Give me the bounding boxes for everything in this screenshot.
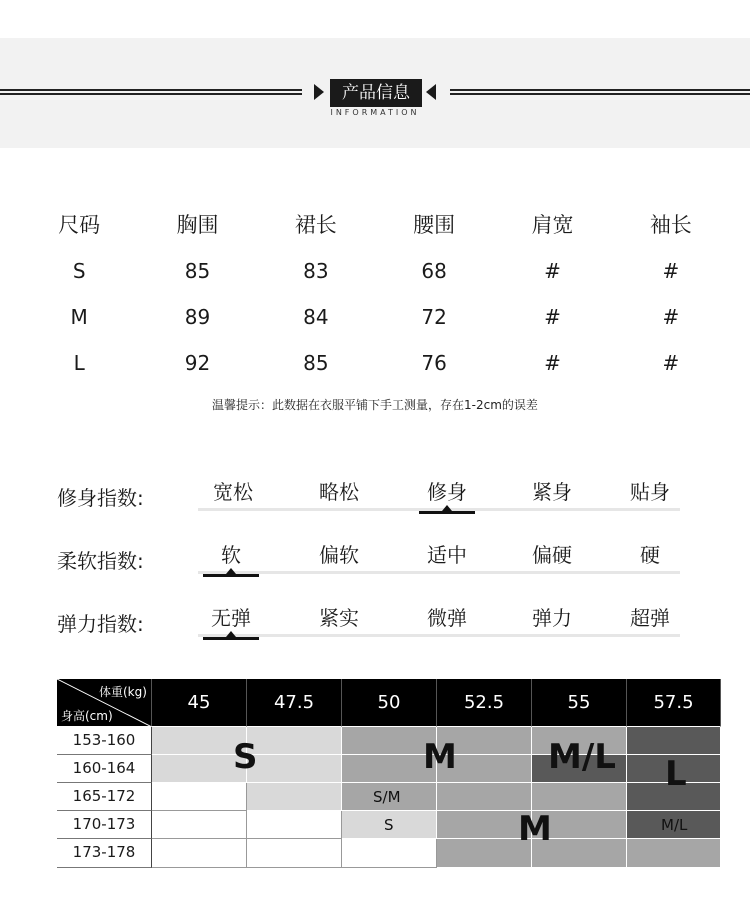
elasticity-index-label: 弹力指数: [57, 612, 144, 636]
size-cell [437, 783, 532, 811]
table-cell: M [70, 305, 88, 329]
fit-option: 贴身 [630, 480, 670, 504]
softness-index-row [0, 535, 750, 585]
table-cell: # [544, 259, 561, 283]
measurement-note: 温馨提示：此数据在衣服平铺下手工测量，存在1-2cm的误差 [212, 398, 538, 412]
weight-header: 55 [532, 679, 627, 727]
title-rule-left [0, 89, 302, 95]
weight-header: 47.5 [247, 679, 342, 727]
header-cell: 肩宽 [531, 213, 574, 237]
table-cell: # [544, 351, 561, 375]
table-cell: 72 [421, 305, 447, 329]
table-cell: # [662, 351, 680, 375]
elasticity-option-selected: 无弹 [191, 602, 271, 631]
elasticity-option: 紧实 [319, 606, 359, 630]
height-label: 165-172 [57, 783, 152, 811]
size-cell [152, 783, 247, 811]
size-cell [247, 811, 342, 839]
softness-option: 偏软 [319, 543, 359, 567]
section-title: 产品信息 [330, 79, 422, 107]
elasticity-index-row [0, 598, 750, 648]
size-cell [247, 839, 342, 868]
fit-option: 宽松 [213, 480, 253, 504]
height-label: 153-160 [57, 727, 152, 755]
size-label-m-lower: M [518, 809, 552, 849]
header-cell: 尺码 [58, 213, 101, 237]
size-cell [247, 783, 342, 811]
table-row [20, 248, 730, 294]
size-label-m: M [423, 737, 457, 777]
fit-index-row [0, 472, 750, 522]
size-cell [152, 811, 247, 839]
table-row [20, 340, 730, 386]
table-cell: 89 [184, 305, 211, 329]
fit-option: 略松 [319, 480, 359, 504]
softness-index-label: 柔软指数: [57, 549, 144, 573]
height-label: 160-164 [57, 755, 152, 783]
header-cell: 胸围 [176, 213, 219, 237]
softness-option: 偏硬 [532, 543, 572, 567]
height-axis-label: 身高(cm) [61, 709, 113, 723]
table-cell: 68 [421, 259, 447, 283]
weight-header: 50 [342, 679, 437, 727]
corner-cell [57, 679, 152, 727]
table-cell: 85 [184, 259, 211, 283]
table-cell: L [73, 351, 85, 375]
elasticity-option: 超弹 [630, 606, 670, 630]
size-label-ml-small: M/L [661, 816, 688, 834]
section-subtitle: INFORMATION [330, 108, 420, 117]
table-cell: 76 [421, 351, 447, 375]
elasticity-option: 弹力 [532, 606, 572, 630]
weight-header: 45 [152, 679, 247, 727]
table-cell: 84 [303, 305, 329, 329]
table-cell: # [662, 259, 680, 283]
softness-index-track [198, 571, 680, 574]
size-cell [627, 727, 721, 755]
header-cell: 袖长 [649, 213, 692, 237]
size-table [20, 200, 730, 386]
size-cell [342, 839, 437, 868]
softness-option: 硬 [640, 543, 660, 567]
size-label-s: S [233, 737, 258, 777]
size-cell [532, 783, 627, 811]
fit-index-label: 修身指数: [57, 486, 144, 510]
title-rule-right [450, 89, 750, 95]
elasticity-option: 微弹 [427, 606, 467, 630]
softness-option: 适中 [427, 543, 467, 567]
fit-option: 紧身 [532, 480, 572, 504]
weight-header: 52.5 [437, 679, 532, 727]
table-row [20, 294, 730, 340]
softness-option-selected: 软 [191, 539, 271, 568]
title-arrow-left-icon [314, 84, 324, 100]
size-cell [247, 727, 342, 755]
table-cell: # [544, 305, 561, 329]
size-cell [247, 755, 342, 783]
table-cell: 92 [184, 351, 211, 375]
fit-option-selected: 修身 [407, 476, 487, 505]
height-weight-table [57, 679, 721, 868]
header-cell: 裙长 [294, 213, 337, 237]
size-cell [627, 839, 721, 868]
header-cell: 腰围 [413, 213, 456, 237]
height-label: 173-178 [57, 839, 152, 868]
table-cell: 83 [303, 259, 329, 283]
size-label-l: L [665, 754, 687, 794]
table-cell: # [662, 305, 680, 329]
size-table-header-row [20, 200, 730, 248]
elasticity-index-track [198, 634, 680, 637]
size-label-sm: S/M [373, 788, 401, 806]
size-cell [152, 839, 247, 868]
size-label-s-small: S [384, 816, 394, 834]
weight-axis-label: 体重(kg) [99, 685, 147, 699]
title-arrow-right-icon [426, 84, 436, 100]
size-label-ml: M/L [548, 737, 616, 777]
weight-header: 57.5 [627, 679, 721, 727]
table-cell: 85 [303, 351, 329, 375]
height-label: 170-173 [57, 811, 152, 839]
table-cell: S [72, 259, 86, 283]
